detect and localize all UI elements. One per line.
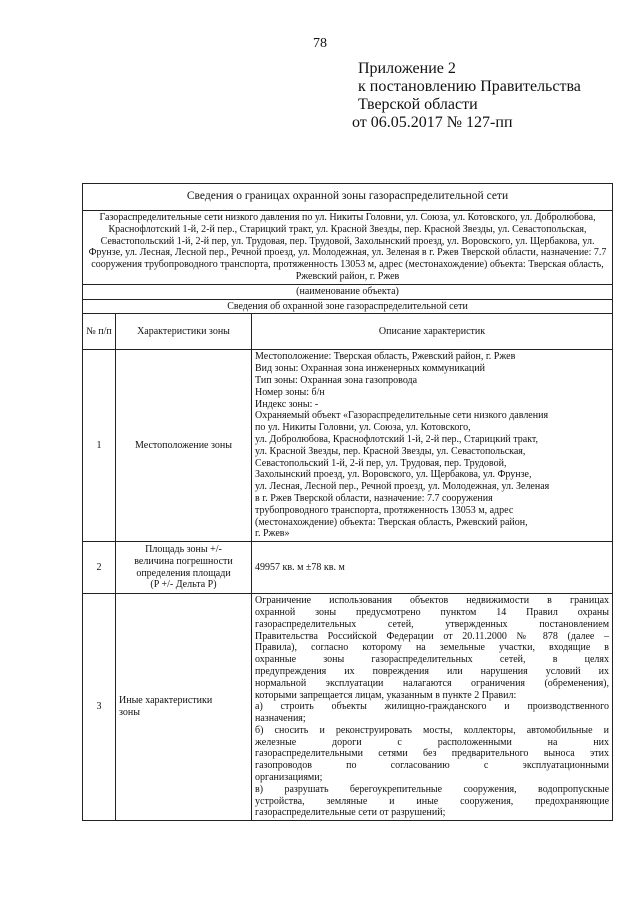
description-line: ул. Лесная, Лесной пер., Речной проезд, ул. Молодежная, ул. Зеленая <box>255 481 550 493</box>
description-line: охранные зоны газораспределительных сетей, в целях <box>255 654 610 666</box>
description-line: (местонахождение) объекта: Тверская область, Ржевский район, <box>255 516 528 528</box>
row-characteristic: Местоположение зоны <box>116 350 252 542</box>
description-line: Захолынский проезд, ул. Воровского, ул. Щербакова, ул. Фрунзе, <box>255 469 532 481</box>
description-line: Номер зоны: б/н <box>255 386 325 398</box>
page-number: 78 <box>313 36 327 51</box>
appendix-line-3: Тверской области <box>358 96 478 113</box>
zone-table <box>82 183 613 821</box>
description-line: трубопроводного транспорта, протяженность 13053 м, адрес <box>255 504 514 516</box>
description-line: газораспределительными сетями без предварительного выноса этих <box>255 748 610 760</box>
description-line: предупреждения их повреждения или нарушения условий их <box>255 665 610 677</box>
appendix-line-4: от 06.05.2017 № 127-пп <box>352 114 513 131</box>
table-row <box>83 350 613 542</box>
row-description <box>252 350 613 542</box>
description-line: которыми запрещается лицам, указанным в пункте 2 Правил: <box>255 689 517 701</box>
row-number: 1 <box>83 350 116 542</box>
description-line: железные дороги с расположенными на них <box>255 736 610 748</box>
header-description: Описание характеристик <box>252 314 613 350</box>
description-line: Правила), согласно которому на земельные участки, входящие в <box>255 642 610 654</box>
header-num: № п/п <box>83 314 116 350</box>
description-line: в) разрушать берегоукрепительные сооружения, водопропускные <box>255 783 610 795</box>
appendix-line-1: Приложение 2 <box>358 60 456 77</box>
section-title-row <box>83 299 613 314</box>
object-caption-row <box>83 284 613 299</box>
table-title: Сведения о границах охранной зоны газораспределительной сети <box>83 184 613 211</box>
description-line: нормальной эксплуатации налагаются ограничения (обременения), <box>255 677 610 689</box>
description-line: газораспределительные сети от разрушений; <box>255 807 446 819</box>
description-line: Тип зоны: Охранная зона газопровода <box>255 374 418 386</box>
table-title-row <box>83 184 613 211</box>
object-name: Газораспределительные сети низкого давления по ул. Никиты Головни, ул. Союза, ул. Котовского, ул. Добролюбова, Краснофлотский 1-й, 2-й пер., Старицкий тракт, ул. Красной Звезды, пер. Красной Звезды, ул. Севастопольская, Севастопольский 1-й, 2-й пер, ул. Трудовая, пер. Трудовой, Захолынский проезд, ул. Воровского, ул. Щербакова, ул. Фрунзе, ул. Лесная, Лесной пер., Речной проезд, ул. Молодежная, ул. Зеленая в г. Ржев Тверской области, назначение: 7.7 сооружения трубопроводного транспорта, протяженность 13053 м, адрес (местонахождение) объекта: Тверская область, Ржевский район, г. Ржев <box>83 211 613 285</box>
characteristic-line: определения площади <box>136 567 231 579</box>
description-line: Вид зоны: Охранная зона инженерных коммуникаций <box>255 363 485 375</box>
characteristic-line: зоны <box>119 707 140 719</box>
description-line: Ограничение использования объектов недвижимости в границах <box>255 595 610 607</box>
description-line: газопроводов по согласованию с эксплуатационными <box>255 760 610 772</box>
row-number: 3 <box>83 594 116 821</box>
characteristic-line: Иные характеристики <box>119 695 213 707</box>
characteristic-line: величина погрешности <box>134 555 233 567</box>
characteristic-line: Площадь зоны +/- <box>145 544 222 556</box>
description-line: назначения; <box>255 713 306 725</box>
description-line: Индекс зоны: - <box>255 398 319 410</box>
description-line: организациями; <box>255 772 323 784</box>
description-line: в г. Ржев Тверской области, назначение: 7.7 сооружения <box>255 492 493 504</box>
section-title: Сведения об охранной зоне газораспределительной сети <box>83 299 613 314</box>
object-caption: (наименование объекта) <box>83 284 613 299</box>
description-line: ул. Добролюбова, Краснофлотский 1-й, 2-й пер., Старицкий тракт, <box>255 433 539 445</box>
description-line: Севастопольский 1-й, 2-й пер, ул. Трудовая, пер. Трудовой, <box>255 457 507 469</box>
appendix-header <box>352 60 581 132</box>
description-line: г. Ржев» <box>255 528 290 540</box>
description-line: Охраняемый объект «Газораспределительные сети низкого давления <box>255 410 549 422</box>
row-number: 2 <box>83 542 116 594</box>
description-line: охранной зоны предусмотрено пунктом 14 Правил охраны <box>255 606 610 618</box>
appendix-line-2: к постановлению Правительства <box>358 78 581 95</box>
description-line: газораспределительных сетей, утвержденных постановлением <box>255 618 610 630</box>
characteristic-line: (P +/- Дельта P) <box>150 579 217 591</box>
header-row <box>83 314 613 350</box>
row-description <box>252 594 613 821</box>
object-name-row <box>83 211 613 285</box>
description-line: ул. Красной Звезды, пер. Красной Звезды, ул. Севастопольская, <box>255 445 526 457</box>
description-line: по ул. Никиты Головни, ул. Союза, ул. Котовского, <box>255 422 471 434</box>
table-row <box>83 594 613 821</box>
description-line: б) сносить и реконструировать мосты, коллекторы, автомобильные и <box>255 724 610 736</box>
row-characteristic <box>116 594 252 821</box>
table-row <box>83 542 613 594</box>
description-line: Местоположение: Тверская область, Ржевский район, г. Ржев <box>255 351 516 363</box>
row-description: 49957 кв. м ±78 кв. м <box>252 542 613 594</box>
description-line: устройства, земляные и иные сооружения, предохраняющие <box>255 795 610 807</box>
description-line: Правительства Российской Федерации от 20.11.2000 № 878 (далее – <box>255 630 610 642</box>
row-characteristic <box>116 542 252 594</box>
header-characteristic: Характеристики зоны <box>116 314 252 350</box>
description-line: а) строить объекты жилищно-гражданского и производственного <box>255 701 610 713</box>
